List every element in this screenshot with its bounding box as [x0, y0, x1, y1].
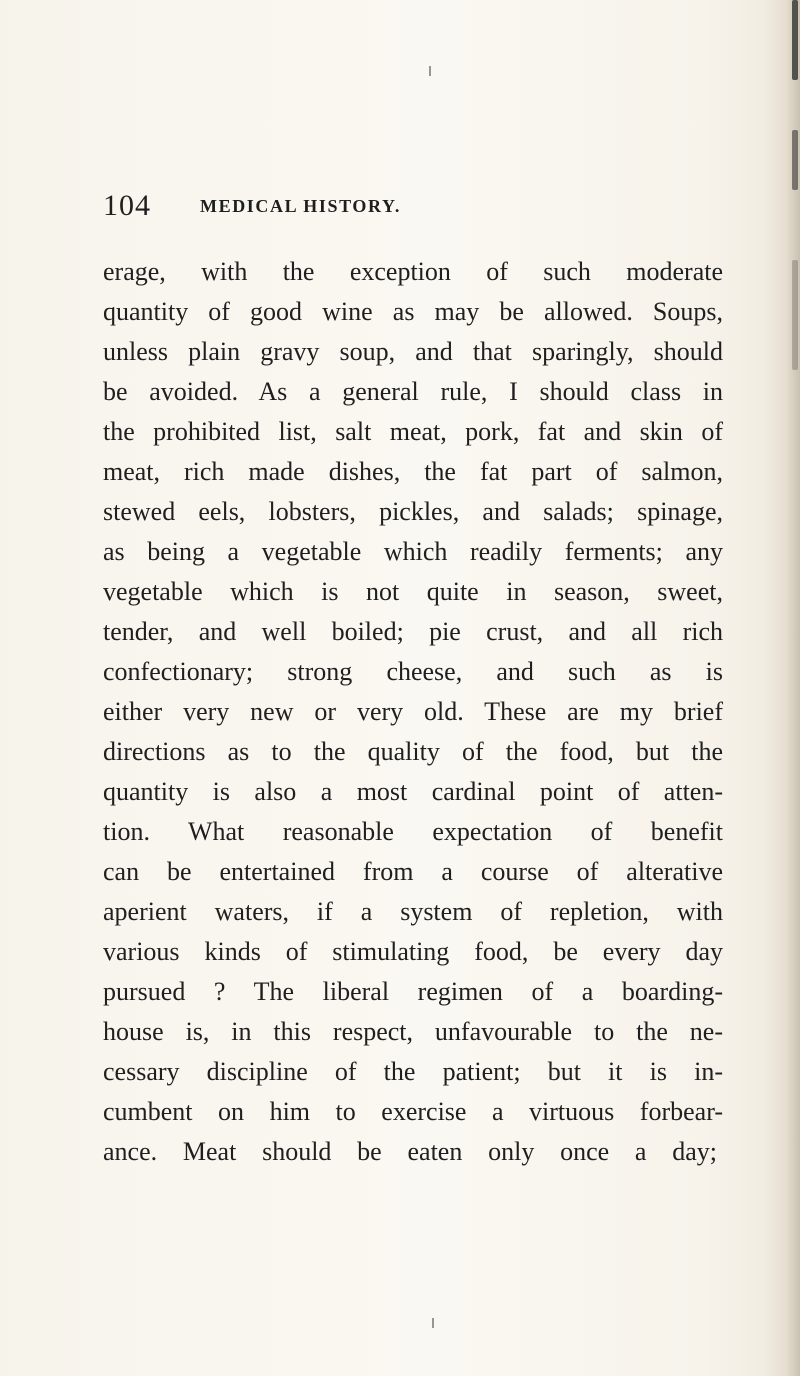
text-line: confectionary; strong cheese, and such as is — [103, 657, 723, 686]
text-line: as being a vegetable which readily ferments; any — [103, 537, 723, 566]
text-line: unless plain gravy soup, and that sparingly, should — [103, 337, 723, 366]
text-line: tender, and well boiled; pie crust, and all rich — [103, 617, 723, 646]
text-line: house is, in this respect, unfavourable to the ne- — [103, 1017, 723, 1046]
text-line: vegetable which is not quite in season, sweet, — [103, 577, 723, 606]
text-line: stewed eels, lobsters, pickles, and salads; spinage, — [103, 497, 723, 526]
text-line: quantity is also a most cardinal point of atten- — [103, 777, 723, 806]
text-line: ance. Meat should be eaten only once a day; — [103, 1137, 717, 1166]
running-head: MEDICAL HISTORY. — [200, 196, 402, 216]
text-line: erage, with the exception of such moderate — [103, 257, 723, 286]
text-line: quantity of good wine as may be allowed. Soups, — [103, 297, 723, 326]
text-line: be avoided. As a general rule, I should class in — [103, 377, 723, 406]
text-line: pursued ? The liberal regimen of a boarding- — [103, 977, 723, 1006]
text-line: tion. What reasonable expectation of benefit — [103, 817, 723, 846]
text-line: either very new or very old. These are my brief — [103, 697, 723, 726]
text-line: directions as to the quality of the food, but the — [103, 737, 723, 766]
text-line: cumbent on him to exercise a virtuous forbear- — [103, 1097, 723, 1126]
text-line: various kinds of stimulating food, be every day — [103, 937, 723, 966]
text-line: the prohibited list, salt meat, pork, fat and skin of — [103, 417, 723, 446]
text-line: aperient waters, if a system of repletion, with — [103, 897, 723, 926]
page-number: 104 — [103, 189, 151, 222]
text-line: meat, rich made dishes, the fat part of salmon, — [103, 457, 723, 486]
text-line: can be entertained from a course of alterative — [103, 857, 723, 886]
text-line: cessary discipline of the patient; but it is in- — [103, 1057, 723, 1086]
